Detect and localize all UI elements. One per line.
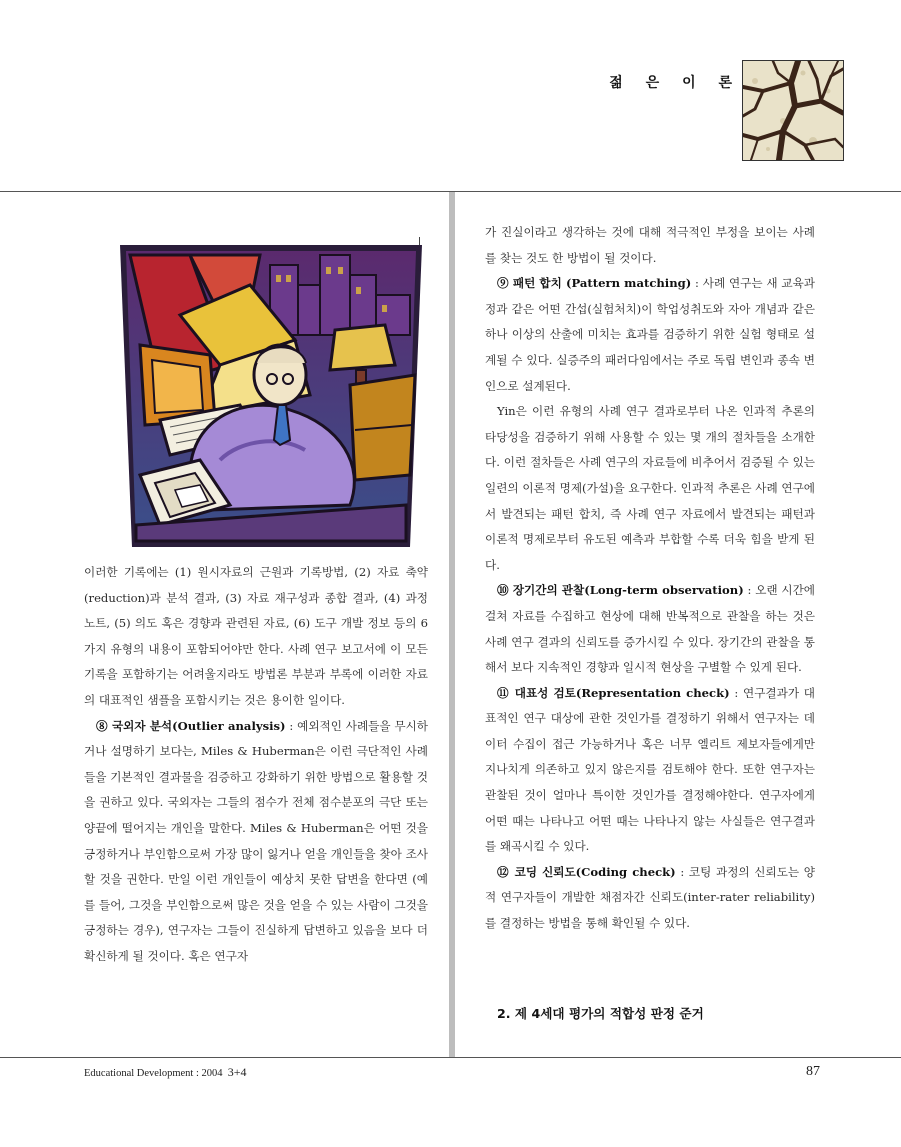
term-coding-check: ⑫ 코딩 신뢰도(Coding check) — [497, 864, 676, 879]
footer-divider — [0, 1057, 901, 1058]
term-pattern-matching: ⑨ 패턴 합치 (Pattern matching) — [497, 276, 692, 291]
paragraph-long-term-observation — [485, 578, 815, 680]
paragraph-pattern-matching — [485, 271, 815, 399]
paragraph-outlier-analysis-body: : 예외적인 사례들을 무시하거나 설명하기 보다는, Miles & Huberman은 이런 극단적인 사례들을 기본적인 결과물을 검증하고 강화하기 위한 방법으로 활용할 것을 권하고 있다. 국외자는 그들의 점수가 전체 점수분포의 극단 또는 양끝에 떨어지는 개인을 말한다. Miles & Huberman은 어떤 것을 긍정하거나 부인함으로써 가장 많이 잃거나 얻을 개인들을 찾아 조사할 것을 권한다. 만일 이런 개인들이 예상치 못한 답변을 한다면 (예를 들어, 그것을 부인함으로써 많은 것을 얻을 수 있는 사람이 그것을 긍정하는 경우), 연구자는 그들이 진실하게 답변하고 있음을 보다 더 확신하게 될 것이다. 혹은 연구자 — [84, 718, 428, 963]
paragraph-continuation: 가 진실이라고 생각하는 것에 대해 적극적인 부정을 보이는 사례를 찾는 것도 한 방법이 될 것이다. — [485, 225, 815, 265]
footer-journal-title: Educational Development : 2004 — [84, 1068, 223, 1079]
footer-issue: 3+4 — [227, 1065, 247, 1079]
section-heading: 2. 제 4세대 평가의 적합성 판정 준거 — [497, 1006, 704, 1021]
term-long-term-observation: ⑩ 장기간의 관찰(Long-term observation) — [497, 583, 744, 598]
left-text-column — [84, 560, 428, 970]
column-divider — [449, 192, 455, 1057]
footer-journal — [84, 1065, 247, 1080]
paragraph-coding-check — [485, 860, 815, 937]
page-number: 87 — [806, 1064, 820, 1079]
paragraph-outlier-analysis — [84, 714, 428, 970]
right-text-column — [485, 220, 815, 937]
paragraph-records: 이러한 기록에는 (1) 원시자료의 근원과 기록방법, (2) 자료 축약(reduction)과 분석 결과, (3) 자료 재구성과 종합 결과, (4) 과정 노트, (5) 의도 혹은 경향과 관련된 자료, (6) 도구 개발 정보 등의 6가지 유형의 내용이 포함되어야만 한다. 사례 연구 보고서에 이 모든 기록을 포함하기는 어려울지라도 방법론 부분과 부록에 이러한 자료의 대표적인 샘플을 포함시키는 것은 용이한 일이다. — [84, 565, 428, 707]
paragraph-pattern-matching-body: : 사례 연구는 새 교육과정과 같은 어떤 간섭(실험처치)이 학업성취도와 자아 개념과 같은 하나 이상의 산출에 미치는 효과를 검증하기 위한 실험 형태로 설계될 수 있다. 실증주의 패러다임에서는 주로 독립 변인과 종속 변인으로 설계된다. — [485, 276, 815, 393]
tree-branches-artwork-icon — [742, 60, 844, 161]
series-title: 젊 은 이 론 — [609, 75, 741, 91]
term-representation-check: ⑪ 대표성 검토(Representation check) — [497, 685, 730, 700]
paragraph-representation-check — [485, 681, 815, 860]
paragraph-coding-check-body: : 코팅 과정의 신뢰도는 양적 연구자들이 개발한 채점자간 신뢰도(inter-rater reliability)를 결정하는 방법을 통해 확인될 수 있다. — [485, 864, 815, 931]
stained-glass-man-reading-at-desk-illustration-icon — [120, 245, 422, 547]
paragraph-yin-procedures: Yin은 이런 유형의 사례 연구 결과로부터 나온 인과적 추론의 타당성을 검증하기 위해 사용할 수 있는 몇 개의 절차들을 소개한다. 이런 절차들은 사례 연구의 자료들에 비추어서 검증될 수 있는 일련의 이론적 명제(가설)을 요구한다. 인과적 추론은 사례 연구에서 발견되는 패턴 합치, 즉 사례 연구 자료에서 발견되는 패턴과 이론적 명제로부터 유도된 예측과 부합할 수록 더욱 힘을 받게 된다. — [485, 404, 815, 572]
term-outlier-analysis: ⑧ 국외자 분석(Outlier analysis) — [96, 718, 286, 733]
paragraph-long-term-observation-body: : 오랜 시간에 걸쳐 자료를 수집하고 현상에 대해 반복적으로 관찰을 하는 것은 사례 연구 결과의 신뢰도를 증가시킬 수 있다. 장기간의 관찰을 통해서 보다 지속적인 경향과 일시적 현상을 구별할 수 있게 된다. — [485, 583, 816, 675]
paragraph-representation-check-body: : 연구결과가 대표적인 연구 대상에 관한 것인가를 결정하기 위해서 연구자는 데이터 수집이 접근 가능하거나 혹은 너무 엘리트 제보자들에게만 지나치게 의존하고 있지 않은지를 검토해야 한다. 또한 연구자는 관찰된 것이 얼마나 특이한 것인가를 결정해야한다. 연구자에게 어떤 때는 나타나고 어떤 때는 나타나지 않는 사실들은 연구결과를 왜곡시킬 수 있다. — [485, 685, 815, 854]
